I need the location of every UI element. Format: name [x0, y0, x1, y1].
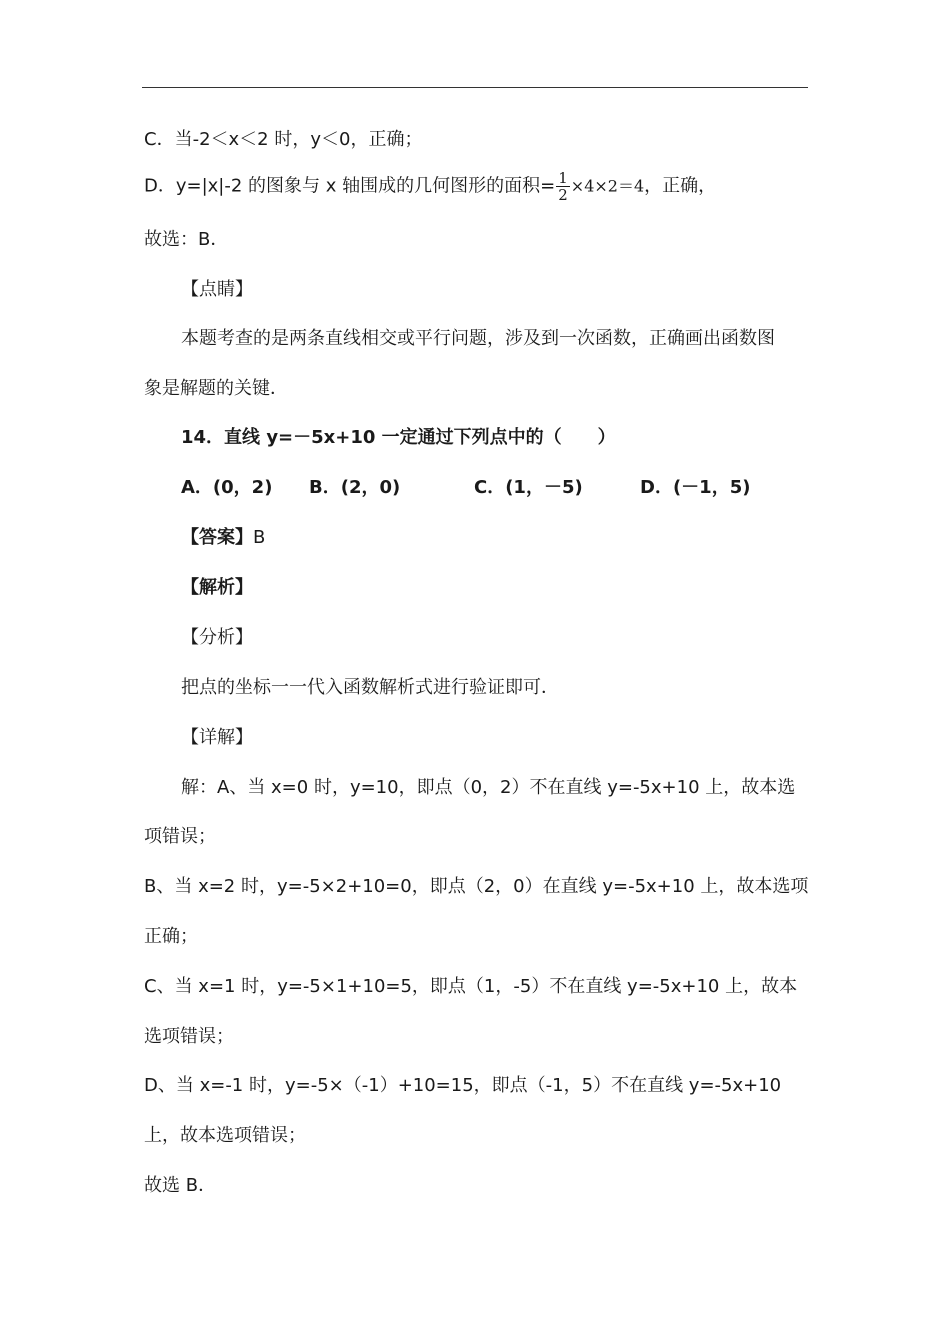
fenxi-text: 把点的坐标一一代入函数解析式进行验证即可．	[181, 677, 559, 698]
answer-value: B	[253, 527, 266, 548]
option-c-analysis: C．当-2＜x＜2 时，y＜0，正确；	[144, 129, 423, 150]
option-d: D．(－1，5)	[640, 477, 751, 498]
solution-c-line2: 选项错误；	[144, 1026, 234, 1047]
choose-b-first: 故选：B．	[144, 229, 229, 250]
answer-line	[181, 526, 265, 550]
dianjing-text-line1: 本题考查的是两条直线相交或平行问题，涉及到一次函数，正确画出函数图	[181, 328, 775, 349]
solution-d-line2: 上，故本选项错误；	[144, 1125, 306, 1146]
area-expression: ×4×2＝4	[570, 176, 645, 196]
choose-b-final: 故选 B．	[144, 1175, 217, 1196]
dianjing-text-line2: 象是解题的关键．	[144, 378, 288, 399]
solution-a-line1: 解：A、当 x=0 时，y=10，即点（0，2）不在直线 y=-5x+10 上，故本选	[181, 777, 796, 798]
option-d-analysis	[144, 170, 716, 203]
option-d-prefix: D．y=|x|-2 的图象与 x 轴围成的几何图形的面积=	[144, 175, 556, 197]
jiexi-title: 【解析】	[181, 577, 253, 598]
fenxi-title: 【分析】	[181, 627, 253, 648]
fraction-numerator: 1	[558, 169, 568, 187]
dianjing-title: 【点睛】	[181, 279, 253, 300]
option-b: B．(2，0)	[309, 477, 401, 498]
option-d-suffix: ，正确，	[644, 175, 717, 197]
option-c: C．(1，－5)	[474, 477, 583, 498]
solution-c-line1: C、当 x=1 时，y=-5×1+10=5，即点（1，-5）不在直线 y=-5x+10 上，故本	[144, 976, 798, 997]
header-rule	[142, 87, 808, 88]
solution-b-line1: B、当 x=2 时，y=-5×2+10=0，即点（2，0）在直线 y=-5x+10 上，故本选项	[144, 876, 809, 897]
fraction-one-half	[556, 170, 570, 203]
option-a: A．(0，2)	[181, 477, 273, 498]
solution-a-line2: 项错误；	[144, 826, 216, 847]
solution-b-line2: 正确；	[144, 926, 198, 947]
answer-label: 【答案】	[181, 527, 253, 548]
xiangjie-title: 【详解】	[181, 727, 253, 748]
question-14: 14．直线 y=－5x+10 一定通过下列点中的（ ）	[181, 427, 616, 448]
solution-d-line1: D、当 x=-1 时，y=-5×（-1）+10=15，即点（-1，5）不在直线 y=-5x+10	[144, 1075, 782, 1096]
fraction-denominator: 2	[558, 186, 568, 204]
